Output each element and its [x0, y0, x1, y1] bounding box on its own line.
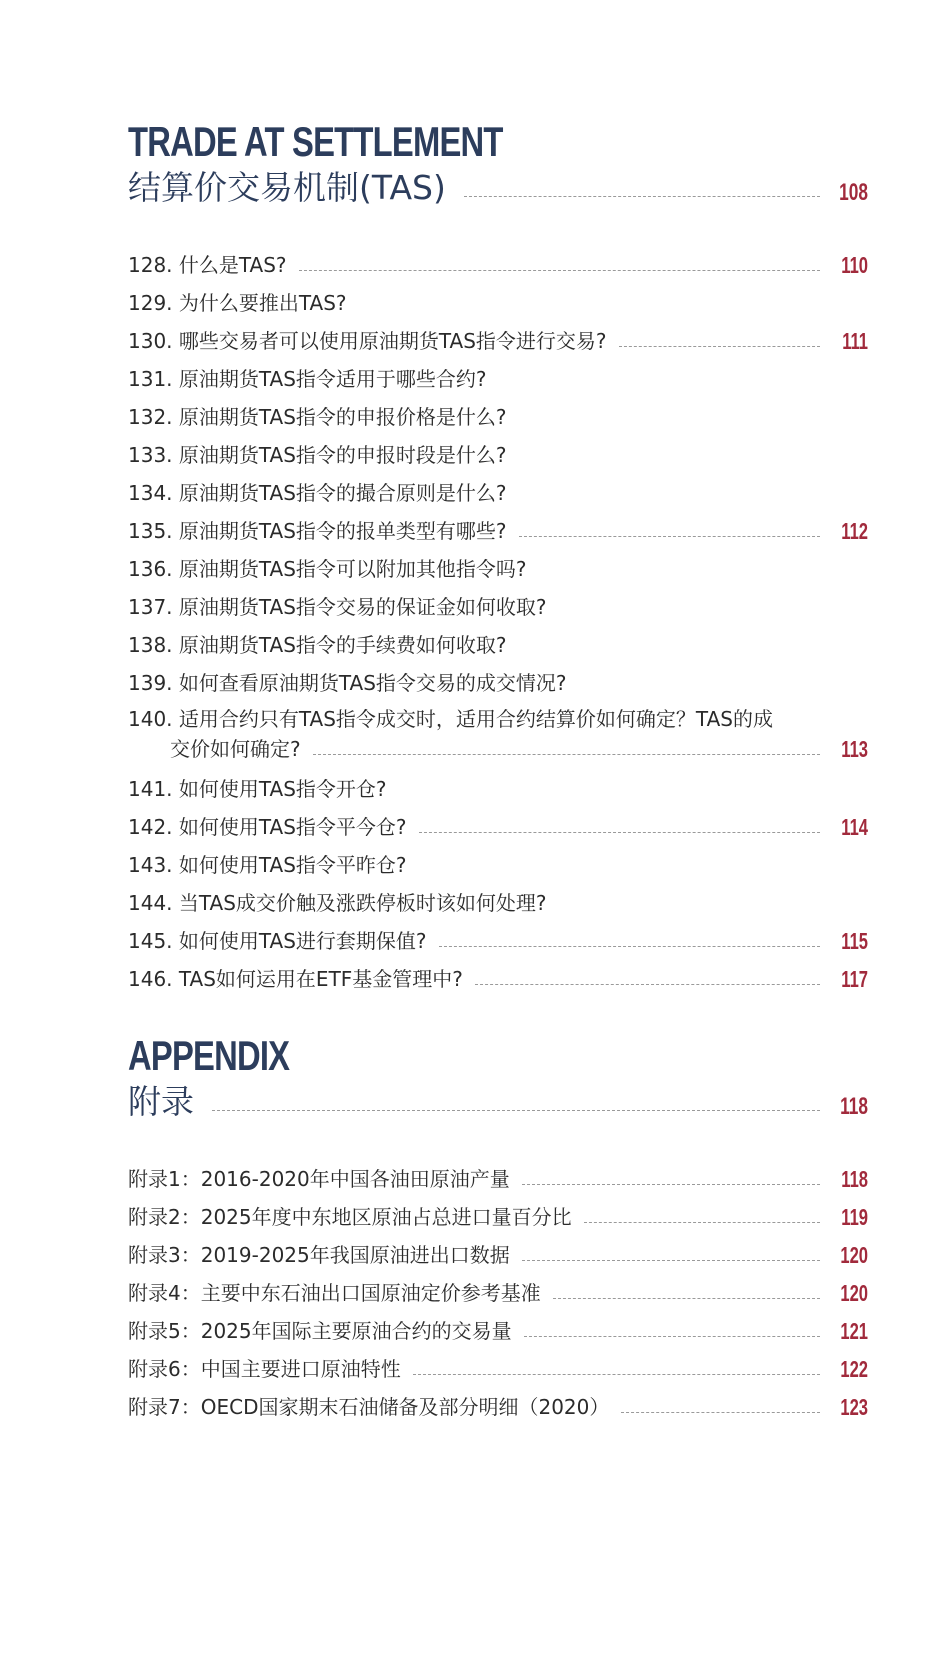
entry-text: 附录2：2025年度中东地区原油占总进口量百分比 [128, 1205, 572, 1229]
page-number: 114 [841, 814, 868, 840]
page-number: 118 [841, 1166, 868, 1192]
page-number: 122 [840, 1356, 868, 1382]
toc-entry-140[interactable] [128, 698, 868, 766]
page-number: 120 [840, 1242, 868, 1268]
entry-text: 附录4：主要中东石油出口国原油定价参考基准 [128, 1281, 541, 1305]
dot-leader [212, 1110, 820, 1111]
entry-text: 附录6：中国主要进口原油特性 [128, 1357, 401, 1381]
dot-leader [475, 984, 820, 985]
appendix-entry-4[interactable] [128, 1270, 868, 1308]
entry-text: 138. 原油期货TAS指令的手续费如何收取? [128, 633, 507, 657]
appendix-entry-1[interactable] [128, 1156, 868, 1194]
dot-leader [299, 270, 820, 271]
toc-entry-142[interactable] [128, 804, 868, 842]
tas-section [128, 120, 868, 994]
page-number: 113 [841, 736, 868, 762]
entry-text-line1: 140. 适用合约只有TAS指令成交时，适用合约结算价如何确定？TAS的成 [128, 707, 773, 731]
page-number: 120 [840, 1280, 868, 1306]
appendix-section [128, 1034, 868, 1422]
toc-entry-129[interactable] [128, 280, 868, 318]
entry-text: 143. 如何使用TAS指令平昨仓? [128, 853, 407, 877]
entry-text: 130. 哪些交易者可以使用原油期货TAS指令进行交易? [128, 329, 607, 353]
entry-text: 132. 原油期货TAS指令的申报价格是什么? [128, 405, 507, 429]
dot-leader [413, 1374, 820, 1375]
dot-leader [419, 832, 820, 833]
entry-text: 134. 原油期货TAS指令的撮合原则是什么? [128, 481, 507, 505]
entry-text: 146. TAS如何运用在ETF基金管理中? [128, 967, 463, 991]
dot-leader [519, 536, 820, 537]
entry-text: 129. 为什么要推出TAS? [128, 291, 347, 315]
appendix-entry-6[interactable] [128, 1346, 868, 1384]
toc-entry-144[interactable] [128, 880, 868, 918]
toc-entry-131[interactable] [128, 356, 868, 394]
page-number: 108 [839, 179, 868, 206]
entry-text: 139. 如何查看原油期货TAS指令交易的成交情况? [128, 671, 567, 695]
appendix-entry-5[interactable] [128, 1308, 868, 1346]
page-number: 118 [840, 1093, 868, 1120]
toc-entry-138[interactable] [128, 622, 868, 660]
toc-entry-139[interactable] [128, 660, 868, 698]
entry-text: 133. 原油期货TAS指令的申报时段是什么? [128, 443, 507, 467]
entry-text: 141. 如何使用TAS指令开仓? [128, 777, 387, 801]
dot-leader [439, 946, 820, 947]
section-title-cn: 结算价交易机制(TAS) [128, 168, 446, 207]
entry-text: 附录5：2025年国际主要原油合约的交易量 [128, 1319, 512, 1343]
dot-leader [621, 1412, 820, 1413]
section-title-en: TRADE AT SETTLEMENT [128, 118, 503, 165]
section-heading-row[interactable] [128, 164, 868, 208]
dot-leader [553, 1298, 820, 1299]
dot-leader [524, 1336, 820, 1337]
page-number: 123 [840, 1394, 868, 1420]
entry-text-line2: 交价如何确定? [170, 737, 301, 761]
page-number: 121 [840, 1318, 868, 1344]
page-number: 119 [841, 1204, 868, 1230]
entry-text: 136. 原油期货TAS指令可以附加其他指令吗? [128, 557, 527, 581]
entry-text: 142. 如何使用TAS指令平今仓? [128, 815, 407, 839]
appendix-entry-7[interactable] [128, 1384, 868, 1422]
entry-text: 附录7：OECD国家期末石油储备及部分明细（2020） [128, 1395, 610, 1419]
toc-entry-136[interactable] [128, 546, 868, 584]
toc-entry-143[interactable] [128, 842, 868, 880]
section-title-en: APPENDIX [128, 1032, 290, 1079]
page-number: 110 [841, 252, 868, 278]
toc-entry-130[interactable] [128, 318, 868, 356]
entry-text: 145. 如何使用TAS进行套期保值? [128, 929, 427, 953]
entry-text: 144. 当TAS成交价触及涨跌停板时该如何处理? [128, 891, 547, 915]
dot-leader [313, 754, 820, 755]
toc-entry-145[interactable] [128, 918, 868, 956]
section-title-cn: 附录 [128, 1082, 194, 1121]
appendix-entry-3[interactable] [128, 1232, 868, 1270]
appendix-entry-2[interactable] [128, 1194, 868, 1232]
section-heading-row[interactable] [128, 1078, 868, 1122]
toc-list [128, 242, 868, 994]
appendix-list [128, 1156, 868, 1422]
entry-text: 131. 原油期货TAS指令适用于哪些合约? [128, 367, 487, 391]
page-number: 111 [842, 328, 868, 354]
toc-entry-133[interactable] [128, 432, 868, 470]
dot-leader [584, 1222, 820, 1223]
page-number: 117 [841, 966, 868, 992]
dot-leader [464, 196, 820, 197]
page-number: 112 [841, 518, 868, 544]
entry-text: 135. 原油期货TAS指令的报单类型有哪些? [128, 519, 507, 543]
dot-leader [522, 1184, 820, 1185]
toc-entry-146[interactable] [128, 956, 868, 994]
toc-entry-137[interactable] [128, 584, 868, 622]
dot-leader [522, 1260, 820, 1261]
toc-entry-135[interactable] [128, 508, 868, 546]
toc-entry-141[interactable] [128, 766, 868, 804]
entry-text: 137. 原油期货TAS指令交易的保证金如何收取? [128, 595, 547, 619]
entry-text: 附录1：2016-2020年中国各油田原油产量 [128, 1167, 510, 1191]
dot-leader [619, 346, 820, 347]
entry-text: 附录3：2019-2025年我国原油进出口数据 [128, 1243, 510, 1267]
entry-line2 [128, 734, 868, 764]
page-number: 115 [841, 928, 868, 954]
entry-text: 128. 什么是TAS? [128, 253, 287, 277]
toc-entry-132[interactable] [128, 394, 868, 432]
toc-entry-134[interactable] [128, 470, 868, 508]
toc-entry-128[interactable] [128, 242, 868, 280]
